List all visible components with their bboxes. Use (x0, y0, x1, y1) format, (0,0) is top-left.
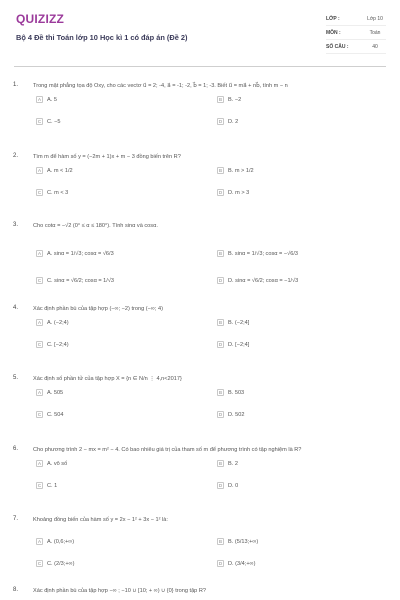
option-letter-box: D (218, 119, 223, 124)
option-text: C. sinα = √6/2; cosα = 1/√3 (47, 277, 115, 284)
option-text: C. (2/3;+∞) (47, 560, 75, 567)
option-text: D. 0 (228, 482, 239, 489)
option-b[interactable] (217, 389, 244, 396)
option-text: A. 5 (47, 96, 57, 103)
question-number: 8. (13, 587, 19, 593)
option-letter-box: A (37, 168, 41, 173)
option-text: D. (3/4;+∞) (228, 560, 256, 567)
option-text: B. m > 1/2 (228, 167, 254, 174)
option-letter-box: D (218, 561, 223, 566)
meta-row-class (326, 12, 386, 26)
option-d[interactable] (217, 341, 249, 348)
option-letter-box: C (37, 412, 42, 417)
question-number: 2. (13, 153, 19, 159)
option-letter-box: A (37, 461, 41, 466)
option-text: D. sinα = √6/2; cosα = −1/√3 (228, 277, 299, 284)
question-text: Trong mặt phẳng tọa độ Oxy, cho các vectơ u⃗ = 2; -4, a⃗ = -1; -2, b⃗ = 1; -3. Biết u⃗ = ma⃗ + nb⃗, tính m − n (33, 83, 288, 89)
option-text: A. sinα = 1/√3; cosα = √6/3 (47, 250, 114, 257)
question-number: 7. (13, 516, 19, 522)
option-c[interactable] (36, 411, 63, 418)
option-letter-box: B (218, 539, 222, 544)
quizizz-logo: QUIZIZZ (16, 12, 65, 26)
option-c[interactable] (36, 341, 69, 348)
option-text: D. 502 (228, 411, 245, 418)
option-text: C. 504 (47, 411, 64, 418)
option-letter-box: C (37, 483, 42, 488)
option-text: A. m < 1/2 (47, 167, 73, 174)
meta-key: LỚP : (326, 15, 340, 22)
meta-key: SỐ CÂU : (326, 43, 349, 50)
option-a[interactable] (36, 167, 73, 174)
option-letter-box: A (37, 97, 41, 102)
option-letter-box: B (218, 168, 222, 173)
option-text: C. [−2;4) (47, 341, 69, 348)
option-d[interactable] (217, 411, 244, 418)
option-letter-box: B (218, 251, 222, 256)
question-number: 3. (13, 222, 19, 228)
question-text: Tìm m để hàm số y = (−2m + 1)x + m − 3 đồng biến trên R? (33, 154, 181, 160)
option-letter-box: D (218, 342, 223, 347)
option-a[interactable] (36, 250, 114, 257)
option-letter-box: C (37, 190, 42, 195)
meta-value: 40 (372, 43, 378, 50)
option-text: B. 2 (228, 460, 238, 467)
option-letter-box: D (218, 412, 223, 417)
option-text: B. 503 (228, 389, 245, 396)
option-text: B. (−2;4] (228, 319, 250, 326)
meta-row-subject (326, 26, 386, 40)
meta-value: Toán (369, 29, 381, 36)
option-letter-box: B (218, 320, 222, 325)
question-number: 1. (13, 82, 19, 88)
option-letter-box: C (37, 119, 42, 124)
option-letter-box: A (37, 320, 41, 325)
question-number: 4. (13, 305, 19, 311)
option-b[interactable] (217, 319, 249, 326)
option-a[interactable] (36, 389, 63, 396)
page-header (0, 0, 400, 62)
option-letter-box: B (218, 390, 222, 395)
option-letter-box: A (37, 539, 41, 544)
meta-key: MÔN : (326, 29, 341, 36)
option-c[interactable] (36, 277, 114, 284)
option-b[interactable] (217, 250, 298, 257)
option-text: B. (5/13;+∞) (228, 538, 259, 545)
option-d[interactable] (217, 560, 255, 567)
option-b[interactable] (217, 460, 238, 467)
option-text: C. m < 3 (47, 189, 69, 196)
option-b[interactable] (217, 96, 241, 103)
option-text: B. −2 (228, 96, 242, 103)
option-letter-box: B (218, 97, 222, 102)
option-d[interactable] (217, 482, 238, 489)
option-a[interactable] (36, 460, 67, 467)
question-text: Xác định số phần tử của tập hợp X = {n ∈ N/n ⋮ 4,n<2017} (33, 376, 182, 382)
option-text: A. (−2;4) (47, 319, 69, 326)
question-text: Cho cotα = −√2 (0° ≤ α ≤ 180°). Tính sinα và cosα. (33, 223, 158, 229)
option-letter-box: D (218, 190, 223, 195)
option-letter-box: C (37, 561, 42, 566)
option-c[interactable] (36, 482, 57, 489)
option-a[interactable] (36, 538, 74, 545)
option-letter-box: C (37, 278, 42, 283)
option-text: D. m > 3 (228, 189, 250, 196)
option-letter-box: A (37, 251, 41, 256)
option-text: A. (0,6;+∞) (47, 538, 75, 545)
meta-value: Lớp 10 (367, 15, 383, 22)
meta-row-count (326, 40, 386, 54)
meta-table (326, 12, 386, 54)
option-d[interactable] (217, 277, 298, 284)
header-divider (14, 66, 386, 67)
option-text: D. [−2;4] (228, 341, 250, 348)
option-a[interactable] (36, 319, 69, 326)
question-text: Cho phương trình 2 − mx = m² − 4. Có bao nhiêu giá trị của tham số m để phương trình có tập nghiệm là R? (33, 447, 302, 453)
question-number: 6. (13, 446, 19, 452)
question-number: 5. (13, 375, 19, 381)
option-letter-box: D (218, 483, 223, 488)
question-text: Khoảng đồng biến của hàm số y = 2x − 1² + 3x − 1² là: (33, 517, 168, 523)
option-text: B. sinα = 1/√3; cosα = −√6/3 (228, 250, 298, 257)
option-text: A. 505 (47, 389, 64, 396)
question-text: Xác định phần bù của tập hợp −∞ ; −10 ∪ [10; + ∞) ∪ {0} trong tập R? (33, 588, 206, 594)
option-d[interactable] (217, 118, 238, 125)
option-c[interactable] (36, 189, 68, 196)
option-text: C. 1 (47, 482, 58, 489)
option-a[interactable] (36, 96, 57, 103)
page-title: Bộ 4 Đề thi Toán lớp 10 Học kì 1 có đáp án (Đề 2) (16, 33, 188, 42)
option-c[interactable] (36, 118, 61, 125)
option-b[interactable] (217, 167, 254, 174)
option-text: C. −5 (47, 118, 61, 125)
option-text: A. vô số (47, 460, 68, 467)
option-d[interactable] (217, 189, 249, 196)
option-letter-box: B (218, 461, 222, 466)
option-letter-box: C (37, 342, 42, 347)
option-b[interactable] (217, 538, 258, 545)
option-c[interactable] (36, 560, 74, 567)
option-letter-box: A (37, 390, 41, 395)
question-text: Xác định phần bù của tập hợp (−∞; −2) trong (−∞; 4) (33, 306, 163, 312)
option-letter-box: D (218, 278, 223, 283)
option-text: D. 2 (228, 118, 239, 125)
